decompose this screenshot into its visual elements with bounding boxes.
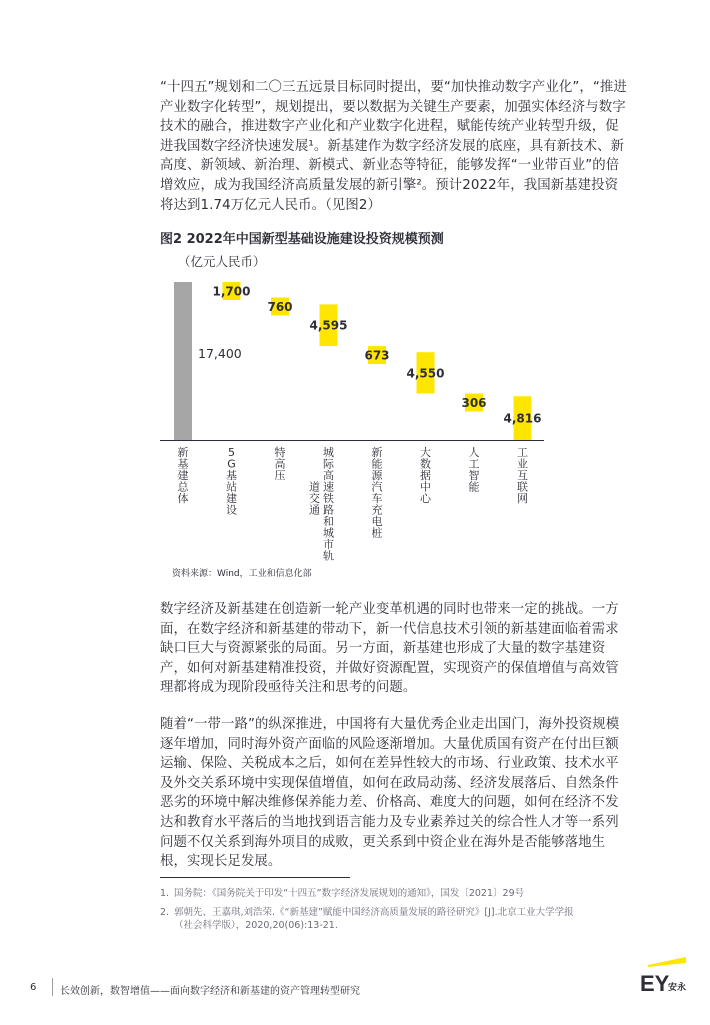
footnote-1-number: 1. <box>160 888 170 899</box>
ey-logo-letters: EY <box>640 971 670 995</box>
data-label-5: 4,550 <box>406 366 445 381</box>
category-label-4-0: 新能源汽车充电桩 <box>371 446 383 540</box>
belt-road-paragraph: 随着“一带一路”的纵深推进，中国将有大量优秀企业走出国门，海外投资规模逐年增加，同时海外资产面临的风险逐渐增加。大量优质国有资产在付出巨额运输、保险、关税成本之后，如何在差异性较大的市场、行业政策、技术水平及外交关系环境中实现保值增值，如何在政局动荡、经济发展落后、自然条件恶劣的环境中解决维修保养能力差、价格高、难度大的问题，如何在经济不发达和教育水平落后的当地找到语言能力及专业素养过关的综合性人才等一系列问题不仅关系到海外项目的成败，更关系到中资企业在海外是否能够落地生根，实现长足发展。 <box>160 717 620 870</box>
intro-paragraph: “十四五”规划和二〇三五远景目标同时提出，要“加快推动数字产业化”，“推进产业数字化转型”，规划提出，要以数据为关键生产要素，加强实体经济与数字技术的融合，推进数字产业化和产业数字化进程，赋能传统产业转型升级，促进我国数字经济快速发展¹。新基建作为数字经济发展的底座，具有新技术、新高度、新领域、新治理、新模式、新业态等特征，能够发挥“一业带百业”的倍增效应，成为我国经济高质量发展的新引擎²。预计2022年，我国新基建投资将达到1.74万亿元人民币。（见图2） <box>160 80 627 213</box>
data-label-7: 4,816 <box>503 411 542 426</box>
category-label-2-0: 特高压 <box>274 446 286 482</box>
figure-source: 资料来源：Wind，工业和信息化部 <box>172 569 312 579</box>
footer-divider <box>52 978 53 996</box>
footnote-divider <box>160 877 350 878</box>
challenge-paragraph: 数字经济及新基建在创造新一轮产业变革机遇的同时也带来一定的挑战。一方面，在数字经济和新基建的带动下，新一代信息技术引领的新基建面临着需求缺口巨大与资源紧张的局面。另一方面，新基建也形成了大量的数字基建资产，如何对新基建精准投资，并做好资源配置，实现资产的保值增值与高效管理都将成为现阶段亟待关注和思考的问题。 <box>160 602 619 696</box>
bar-total <box>174 282 192 440</box>
category-label-6-0: 人工智能 <box>468 446 480 494</box>
category-label-5-0: 大数据中心 <box>420 446 431 505</box>
category-label-3-0: 城际高速铁路和城市轨 <box>323 446 334 563</box>
footer-title: 长效创新，数智增值——面向数字经济和新基建的资产管理转型研究 <box>60 986 360 997</box>
footnote-2-number: 2. <box>160 907 170 918</box>
footnote-2 <box>160 906 640 932</box>
data-label-6: 306 <box>461 395 487 410</box>
data-label-3: 4,595 <box>309 318 348 333</box>
figure-unit-label: （亿元人民币） <box>178 254 266 269</box>
page-number: 6 <box>30 982 37 993</box>
data-label-1: 1,700 <box>212 284 251 299</box>
footnote-1 <box>160 887 640 900</box>
figure-title: 图2 2022年中国新型基础设施建设投资规模预测 <box>160 232 444 247</box>
footnote-2-text-line1: 郭朝先、王嘉琪,刘浩荣.《“新基建”赋能中国经济高质量发展的路径研究》[J].北京工业大学学报 <box>174 907 574 918</box>
category-label-3-1: 道交通 <box>309 480 320 517</box>
footnote-2-text-line2: （社会科学版），2020,20(06):13-21. <box>174 920 338 931</box>
data-label-4: 673 <box>364 348 390 363</box>
ey-logo-accent-bar <box>648 957 686 967</box>
ey-logo-subtext: 安永 <box>668 983 687 993</box>
category-label-7-0: 工业互联网 <box>517 446 528 505</box>
footnote-1-text: 国务院：《国务院关于印发“十四五”数字经济发展规划的通知》，国发〔2021〕29号 <box>174 888 525 899</box>
category-label-0-0: 新基建总体 <box>177 446 189 505</box>
ey-logo <box>638 955 688 995</box>
category-label-1-0: 5 G 基站建设 <box>226 446 237 517</box>
data-label-2: 760 <box>267 299 293 314</box>
data-label-total: 17,400 <box>198 346 242 362</box>
waterfall-chart <box>150 270 550 570</box>
